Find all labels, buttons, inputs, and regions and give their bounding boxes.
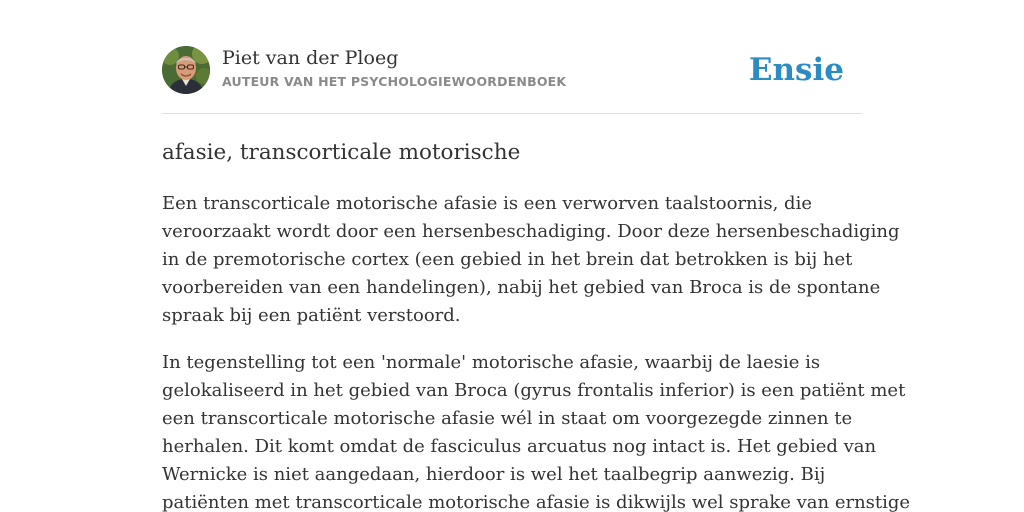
- header-divider: [162, 113, 862, 114]
- text-line: een transcorticale motorische afasie wél in staat om voorgezegde zinnen te: [162, 408, 853, 429]
- author-header: [162, 46, 862, 96]
- author-name[interactable]: Piet van der Ploeg: [222, 47, 399, 69]
- paragraph-2: [162, 349, 911, 512]
- text-line: gelokaliseerd in het gebied van Broca (gyrus frontalis inferior) is een patiënt met: [162, 380, 906, 401]
- text-line: voorbereiden van een handelingen), nabij het gebied van Broca is de spontane: [162, 277, 881, 298]
- text-line: herhalen. Dit komt omdat de fasciculus arcuatus nog intact is. Het gebied van: [162, 436, 877, 457]
- author-avatar[interactable]: [162, 46, 210, 94]
- article-body: [162, 190, 911, 512]
- article-title: afasie, transcorticale motorische: [162, 140, 521, 165]
- author-role: AUTEUR VAN HET PSYCHOLOGIEWOORDENBOEK: [222, 74, 567, 89]
- text-line: Wernicke is niet aangedaan, hierdoor is wel het taalbegrip aanwezig. Bij: [162, 464, 826, 485]
- text-line: In tegenstelling tot een 'normale' motorische afasie, waarbij de laesie is: [162, 352, 821, 373]
- text-line: spraak bij een patiënt verstoord.: [162, 305, 461, 326]
- paragraph-1: [162, 190, 900, 330]
- text-line: Een transcorticale motorische afasie is een verworven taalstoornis, die: [162, 193, 812, 214]
- text-line: in de premotorische cortex (een gebied in het brein dat betrokken is bij het: [162, 249, 853, 270]
- text-line: patiënten met transcorticale motorische afasie is dikwijls wel sprake van ernstige: [162, 492, 911, 512]
- text-line: veroorzaakt wordt door een hersenbeschadiging. Door deze hersenbeschadiging: [162, 221, 900, 242]
- ensie-logo[interactable]: Ensie: [748, 52, 844, 88]
- person-portrait-icon: [162, 46, 210, 94]
